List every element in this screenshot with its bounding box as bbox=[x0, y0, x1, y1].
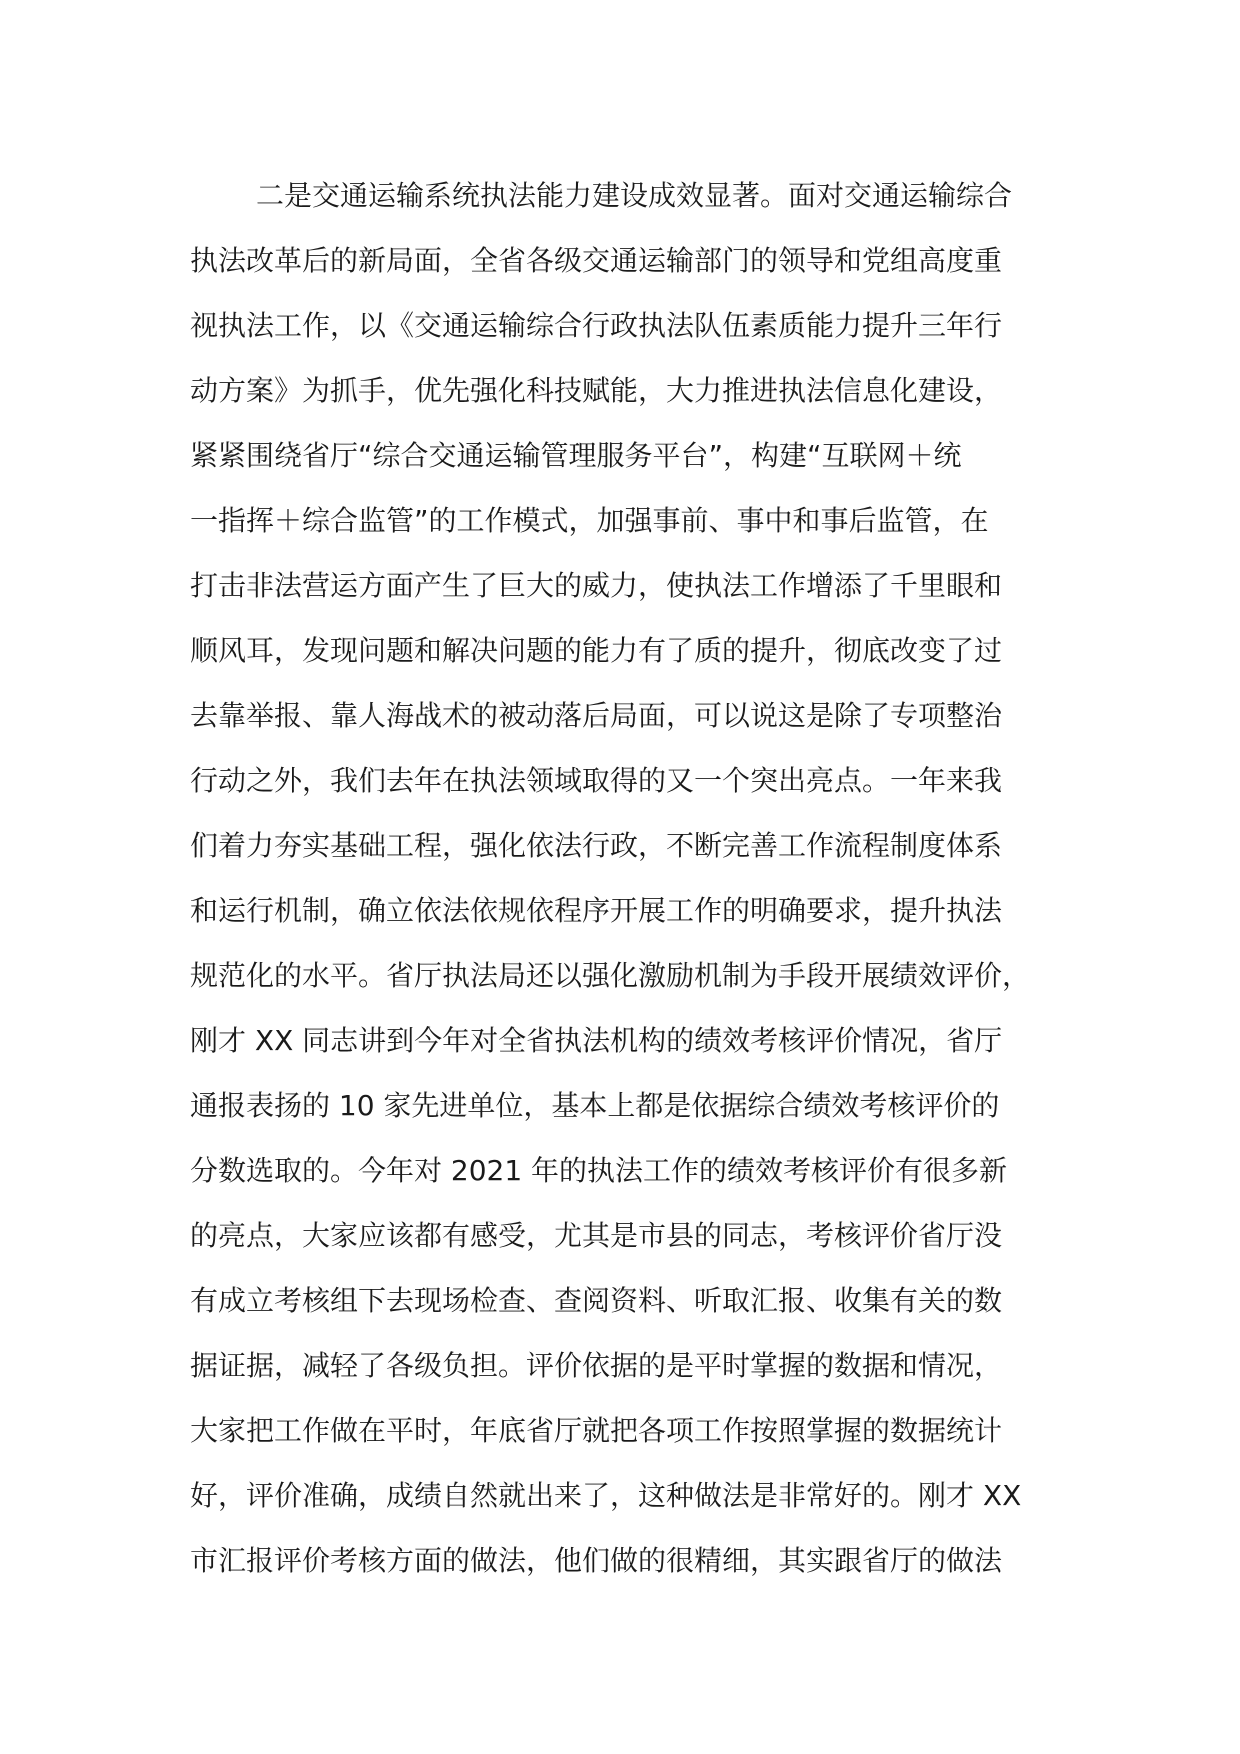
text-line: 和运行机制，确立依法依规依程序开展工作的明确要求，提升执法 bbox=[190, 894, 1003, 927]
text-line: 顺风耳，发现问题和解决问题的能力有了质的提升，彻底改变了过 bbox=[190, 634, 1003, 667]
text-line: 行动之外，我们去年在执法领域取得的又一个突出亮点。一年来我 bbox=[190, 764, 1003, 797]
text-line: 大家把工作做在平时，年底省厅就把各项工作按照掌握的数据统计 bbox=[190, 1414, 1003, 1447]
text-line: 有成立考核组下去现场检查、查阅资料、听取汇报、收集有关的数 bbox=[190, 1284, 1003, 1317]
text-line: 的亮点，大家应该都有感受，尤其是市县的同志，考核评价省厅没 bbox=[190, 1219, 1003, 1252]
text-line: 去靠举报、靠人海战术的被动落后局面，可以说这是除了专项整治 bbox=[190, 699, 1003, 732]
text-line: 执法改革后的新局面，全省各级交通运输部门的领导和党组高度重 bbox=[190, 244, 1003, 277]
text-line: 市汇报评价考核方面的做法，他们做的很精细，其实跟省厅的做法 bbox=[190, 1544, 1003, 1577]
text-line: 好，评价准确，成绩自然就出来了，这种做法是非常好的。刚才 XX bbox=[190, 1479, 1022, 1512]
body-paragraph bbox=[190, 172, 1070, 1602]
text-line: 刚才 XX 同志讲到今年对全省执法机构的绩效考核评价情况，省厅 bbox=[190, 1024, 1003, 1057]
text-line: 打击非法营运方面产生了巨大的威力，使执法工作增添了千里眼和 bbox=[190, 569, 1003, 602]
text-line: 们着力夯实基础工程，强化依法行政，不断完善工作流程制度体系 bbox=[190, 829, 1003, 862]
text-line: 分数选取的。今年对 2021 年的执法工作的绩效考核评价有很多新 bbox=[190, 1154, 1008, 1187]
text-line: 通报表扬的 10 家先进单位，基本上都是依据综合绩效考核评价的 bbox=[190, 1089, 1000, 1122]
text-line: 一指挥＋综合监管”的工作模式，加强事前、事中和事后监管，在 bbox=[190, 504, 989, 537]
text-line: 紧紧围绕省厅“综合交通运输管理服务平台”，构建“互联网＋统 bbox=[190, 439, 962, 472]
text-line: 二是交通运输系统执法能力建设成效显著。面对交通运输综合 bbox=[256, 179, 1013, 212]
text-line: 据证据，减轻了各级负担。评价依据的是平时掌握的数据和情况， bbox=[190, 1349, 1003, 1382]
text-line: 规范化的水平。省厅执法局还以强化激励机制为手段开展绩效评价， bbox=[190, 959, 1031, 992]
text-line: 视执法工作，以《交通运输综合行政执法队伍素质能力提升三年行 bbox=[190, 309, 1003, 342]
text-line: 动方案》为抓手，优先强化科技赋能，大力推进执法信息化建设， bbox=[190, 374, 1003, 407]
